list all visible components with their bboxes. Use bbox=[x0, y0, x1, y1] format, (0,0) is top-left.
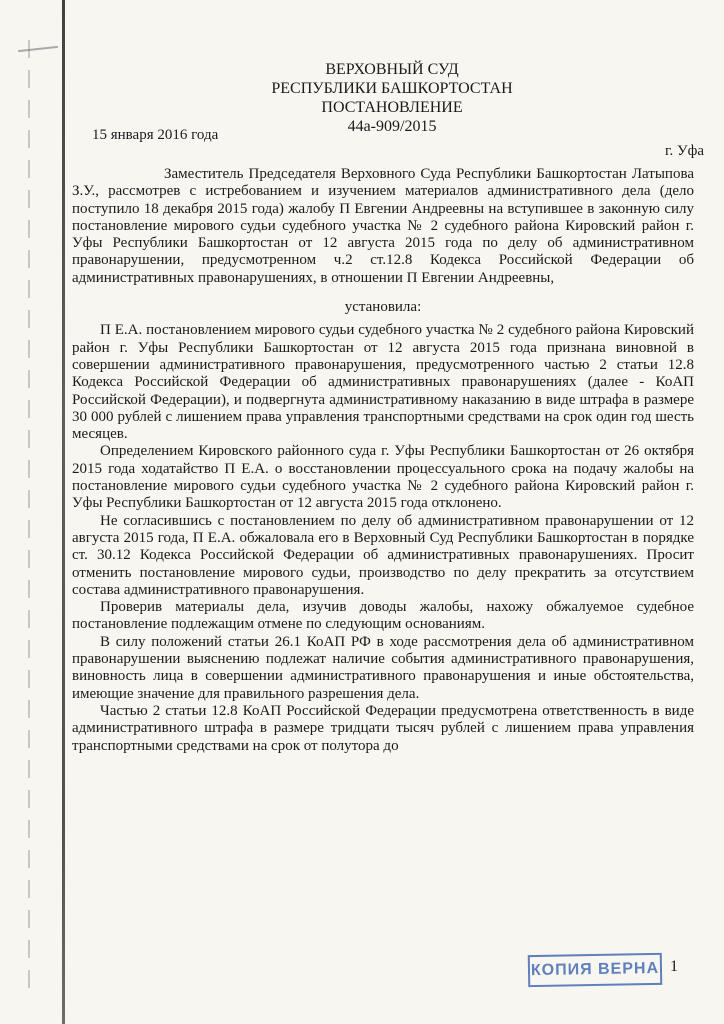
copy-certified-stamp: КОПИЯ ВЕРНА bbox=[528, 953, 663, 987]
republic-name: РЕСПУБЛИКИ БАШКОРТОСТАН bbox=[271, 80, 513, 97]
document-header bbox=[0, 60, 724, 136]
paragraph-1: П Е.А. постановлением мирового судьи судебного участка № 2 судебного района Кировский район г. Уфы Республики Башкортостан от 12 августа 2015 года признана виновной в совершении административного правонарушения, предусмотренного частью 2 статьи 12.8 Кодекса Российской Федерации об административных правонарушениях (далее - КоАП Российской Федерации), и подвергнута административному наказанию в виде штрафа в размере 30 000 рублей с лишением права управления транспортными средствами на срок один год шесть месяцев. bbox=[72, 322, 694, 443]
paragraph-5: В силу положений статьи 26.1 КоАП РФ в ходе рассмотрения дела об административном правонарушении выяснению подлежат наличие события административного правонарушения, виновность лица в совершении административного правонарушения и иные обстоятельства, имеющие значение для правильного разрешения дела. bbox=[72, 633, 694, 702]
case-number: 44а-909/2015 bbox=[347, 118, 437, 135]
court-name: ВЕРХОВНЫЙ СУД bbox=[325, 61, 459, 78]
document-city: г. Уфа bbox=[665, 143, 704, 159]
page-binding-edge bbox=[62, 0, 65, 1024]
page-number: 1 bbox=[670, 958, 678, 975]
intro-paragraph: Заместитель Председателя Верховного Суда Республики Башкортостан Латыпова З.У., рассмотрев с истребованием и изучением материалов административного дела (дело поступило 18 декабря 2015 года) жалобу П Евгении Андреевны на вступившее в законную силу постановление мирового судьи судебного участка № 2 судебного района Кировский район г. Уфы Республики Башкортостан от 12 августа 2015 года по делу об административном правонарушении, предусмотренном ч.2 ст.12.8 Кодекса Российской Федерации об административных правонарушениях, в отношении П Евгении Андреевны, bbox=[72, 166, 694, 286]
paragraph-3: Не согласившись с постановлением по делу об административном правонарушении от 12 августа 2015 года, П Е.А. обжаловала его в Верховный Суд Республики Башкортостан в порядке ст. 30.12 Кодекса Российской Федерации об административных правонарушениях. Просит отменить постановление мирового судьи, производство по делу прекратить за отсутствием состава административного правонарушения. bbox=[72, 512, 694, 598]
document-date: 15 января 2016 года bbox=[92, 127, 219, 143]
scan-artifact-mark bbox=[18, 46, 58, 52]
paragraph-2: Определением Кировского районного суда г. Уфы Республики Башкортостан от 26 октября 2015 года ходатайство П Е.А. о восстановлении процессуального срока на подачу жалобы на постановление мирового судьи судебного участка № 2 судебного района Кировский район г. Уфы Республики Башкортостан от 12 августа 2015 года отклонено. bbox=[72, 443, 694, 512]
document-type: ПОСТАНОВЛЕНИЕ bbox=[321, 99, 463, 116]
paragraph-4: Проверив материалы дела, изучив доводы жалобы, нахожу обжалуемое судебное постановление подлежащим отмене по следующим основаниям. bbox=[72, 599, 694, 633]
established-heading: установила: bbox=[344, 299, 422, 316]
paragraph-6: Частью 2 статьи 12.8 КоАП Российской Федерации предусмотрена ответственность в виде административного штрафа в размере тридцати тысяч рублей с лишением права управления транспортными средствами на срок от полутора до bbox=[72, 702, 694, 754]
scan-artifact-line bbox=[28, 40, 30, 1000]
document-body bbox=[72, 166, 694, 755]
